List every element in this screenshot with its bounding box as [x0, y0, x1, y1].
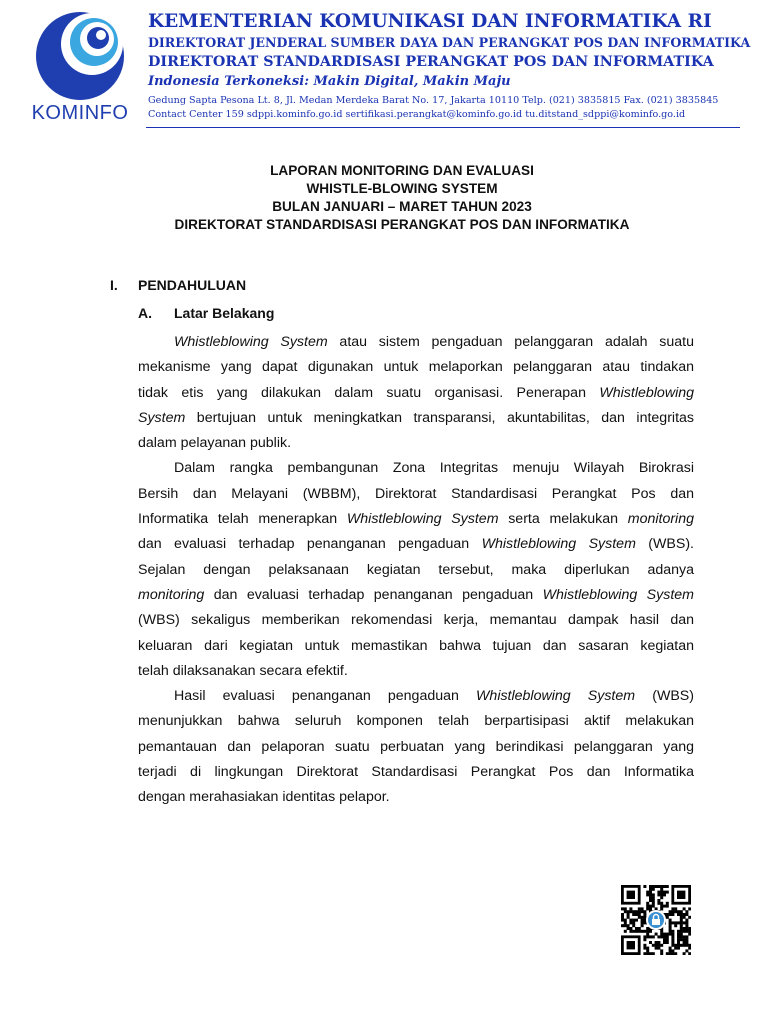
directorate-name: DIREKTORAT STANDARDISASI PERANGKAT POS DAN INFORMATIKA: [148, 54, 714, 70]
text-run: tidak etis yang dilakukan dalam suatu organisasi. Penerapan: [138, 384, 600, 401]
text-run: mekanisme yang dapat digunakan untuk melaporkan pelanggaran atau tindakan: [138, 359, 694, 376]
title-line-3: BULAN JANUARI – MARET TAHUN 2023: [272, 199, 532, 214]
subsection-number: A.: [138, 305, 152, 321]
text-line: [138, 456, 694, 481]
text-run: terjadi di lingkungan Direktorat Standardisasi Perangkat Pos dan Informatika: [138, 764, 694, 781]
text-line: [138, 381, 694, 406]
text-run: dalam pelayanan publik.: [138, 435, 292, 452]
text-run: menunjukkan bahwa seluruh komponen telah berpartisipasi aktif melakukan: [138, 713, 694, 730]
text-line: [138, 558, 694, 583]
tagline: Indonesia Terkoneksi: Makin Digital, Makin Maju: [148, 74, 511, 89]
text-run: Hasil evaluasi penanganan pengaduan: [174, 688, 477, 705]
title-line-4: DIREKTORAT STANDARDISASI PERANGKAT POS DAN INFORMATIKA: [174, 217, 630, 232]
italic-term: Whistleblowing System: [174, 334, 328, 350]
report-title: [0, 162, 768, 234]
logo-wordmark: KOMINFO: [31, 102, 129, 124]
letterhead-divider: [146, 127, 740, 128]
text-line: [138, 735, 694, 760]
text-line: [138, 583, 694, 608]
italic-term: Whistleblowing System: [476, 688, 636, 705]
text-line: [138, 431, 694, 456]
text-line: [138, 406, 694, 431]
text-run: telah dilaksanakan secara efektif.: [138, 662, 348, 679]
text-line: [138, 684, 694, 709]
text-run: pemantauan dan pelaporan suatu perbuatan yang berindikasi pelanggaran yang: [138, 738, 694, 755]
text-run: bertujuan untuk meningkatkan transparansi, akuntabilitas, dan integritas: [185, 409, 694, 426]
text-line: [138, 608, 694, 633]
subsection-title: Latar Belakang: [174, 305, 275, 321]
section-title: PENDAHULUAN: [138, 277, 247, 293]
italic-term: System: [138, 409, 186, 426]
directorate-general-name: DIREKTORAT JENDERAL SUMBER DAYA DAN PERANGKAT POS DAN INFORMATIKA: [148, 35, 751, 50]
body-text: [138, 330, 694, 811]
text-run: (WBS): [635, 688, 694, 705]
text-line: [138, 785, 694, 810]
text-run: dan evaluasi terhadap penanganan pengaduan: [138, 536, 482, 553]
text-run: atau sistem pengaduan pelanggaran adalah suatu: [327, 334, 695, 350]
text-line: [138, 634, 694, 659]
italic-term: Whistleblowing: [599, 384, 694, 401]
text-run: Dalam rangka pembangunan Zona Integritas menuju Wilayah Birokrasi: [174, 460, 694, 477]
italic-term: Whistleblowing System: [542, 586, 694, 603]
kominfo-logo-icon: [24, 10, 136, 128]
address-line: Gedung Sapta Pesona Lt. 8, Jl. Medan Merdeka Barat No. 17, Jakarta 10110 Telp. (021) 3835815 Fax. (021) 3835845: [148, 95, 719, 106]
text-line: [138, 482, 694, 507]
section-number: I.: [110, 277, 118, 293]
italic-term: Whistleblowing System: [346, 511, 499, 528]
contact-line: Contact Center 159 sdppi.kominfo.go.id sertifikasi.perangkat@kominfo.go.id tu.ditstand_sdppi@kominfo.go.id: [148, 109, 686, 120]
text-line: [138, 760, 694, 785]
letterhead: [148, 10, 758, 122]
paragraph: [138, 684, 694, 810]
text-run: (WBS).: [635, 536, 694, 553]
text-run: keluaran dari kegiatan untuk memastikan bahwa tujuan dan sasaran kegiatan: [138, 637, 694, 654]
lock-icon: [646, 910, 666, 930]
text-line: [138, 709, 694, 734]
text-run: Sejalan dengan pelaksanaan kegiatan tersebut, maka diperlukan adanya: [138, 561, 694, 578]
text-run: (WBS) sekaligus memberikan rekomendasi kerja, memantau dampak hasil dan: [138, 612, 694, 629]
text-line: [138, 532, 694, 557]
paragraph: [138, 456, 694, 684]
text-line: [138, 330, 694, 355]
text-run: Bersih dan Melayani (WBBM), Direktorat Standardisasi Perangkat Pos dan: [138, 485, 694, 502]
text-run: Informatika telah menerapkan: [138, 511, 347, 528]
italic-term: Whistleblowing System: [481, 536, 636, 553]
title-line-2: WHISTLE-BLOWING SYSTEM: [306, 181, 498, 196]
text-line: [138, 507, 694, 532]
text-line: [138, 355, 694, 380]
italic-term: monitoring: [627, 511, 694, 528]
ministry-name: KEMENTERIAN KOMUNIKASI DAN INFORMATIKA RI: [148, 11, 712, 32]
text-line: [138, 659, 694, 684]
qr-code-icon: [621, 885, 691, 955]
text-run: dan evaluasi terhadap penanganan pengaduan: [204, 586, 543, 603]
italic-term: monitoring: [138, 586, 205, 603]
paragraph: [138, 330, 694, 456]
text-run: serta melakukan: [498, 511, 628, 528]
title-line-1: LAPORAN MONITORING DAN EVALUASI: [270, 163, 534, 178]
text-run: dengan merahasiakan identitas pelapor.: [138, 789, 390, 806]
